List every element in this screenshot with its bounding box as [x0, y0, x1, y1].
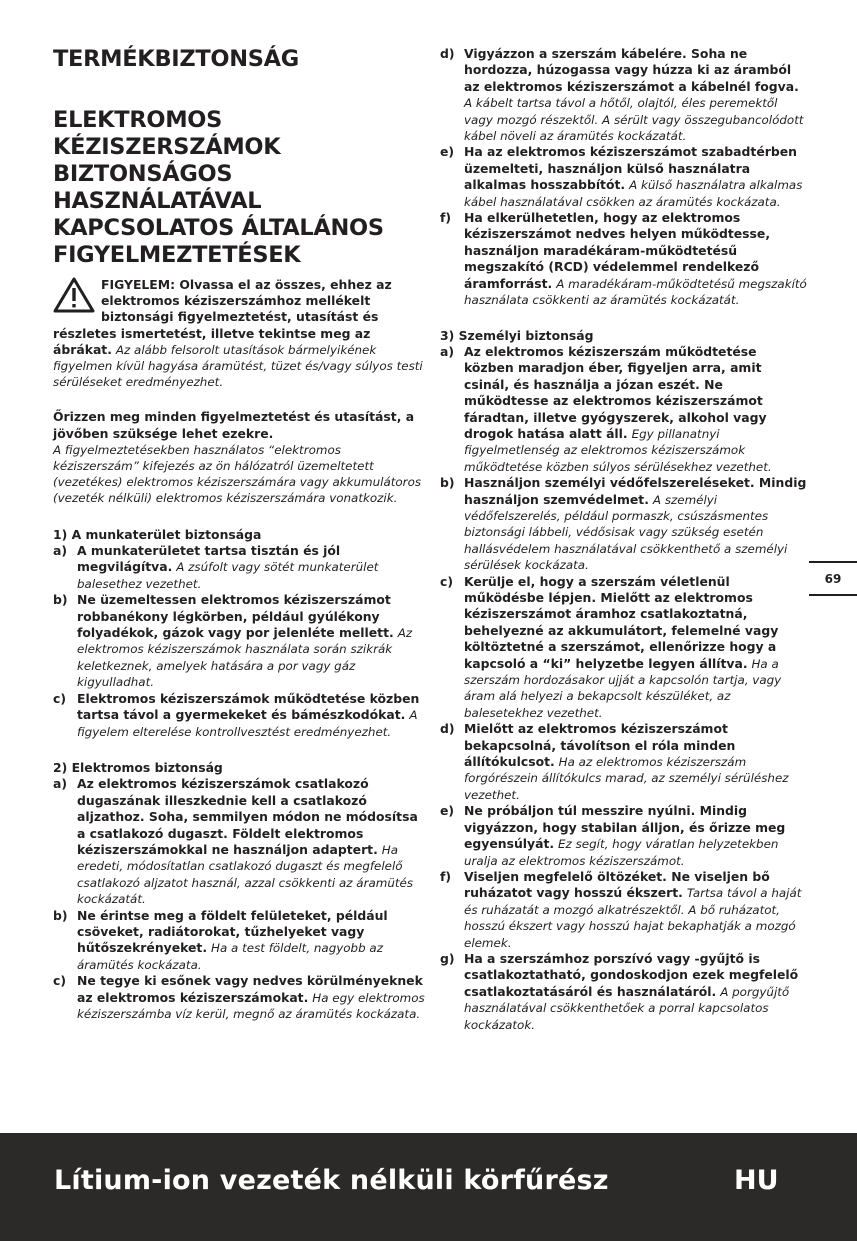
- item-label: g): [440, 950, 455, 966]
- item-label: a): [53, 776, 68, 792]
- item-bold-text: Ne próbáljon túl messzire nyúlni. Mindig vigyázzon, hogy stabilan álljon, és őrizze meg egyensúlyát.: [464, 803, 786, 852]
- footer-product-title: Lítium-ion vezeték nélküli körfűrész: [54, 1165, 609, 1196]
- footer-language-code: HU: [734, 1165, 779, 1196]
- list-item: [440, 721, 807, 803]
- item-label: c): [53, 690, 67, 706]
- keep-instructions-italic: A figyelmeztetésekben használatos “elektromos kéziszerszám” kifejezés az ön hálózatról üzemeltetett (vezetékes) elektromos kéziszerszámára vagy akkumulátoros (vezeték nélküli) elektromos kéziszerszámára vonatkozik.: [53, 442, 422, 506]
- list-item: [440, 210, 807, 308]
- item-italic-text: A figyelem elterelése kontrollvesztést eredményezhet.: [77, 708, 418, 739]
- list-item: [440, 144, 807, 210]
- section-heading: 1) A munkaterület biztonsága: [53, 526, 262, 542]
- keep-instructions: [53, 409, 426, 506]
- item-label: b): [53, 592, 68, 608]
- item-italic-text: A zsúfolt vagy sötét munkaterület balesethez vezethet.: [77, 560, 379, 591]
- item-italic-text: A maradékáram-működtetésű megszakító használata csökkenti az áramütés kockázatát.: [464, 276, 807, 308]
- item-label: c): [440, 573, 454, 589]
- list-item: [53, 592, 426, 690]
- list-item: [440, 46, 807, 144]
- list-item: [440, 869, 807, 951]
- item-italic-text: Ez segít, hogy váratlan helyzetekben uralja az elektromos kéziszerszámot.: [464, 837, 779, 868]
- item-italic-text: A személyi védőfelszerelés, például pormaszk, csúszásmentes biztonsági lábbeli, védősisak vagy szükség esetén hallásvédelem használatával csökkenthető a személyi sérülések kockázata.: [464, 492, 788, 573]
- item-bold-text: Az elektromos kéziszerszám működtetése közben maradjon éber, figyeljen arra, amit csinál, és használja a józan eszét. Ne működtesse az elektromos kéziszerszámot fáradtan, illetve gyógyszerek, alkohol vagy drogok hatása alatt áll.: [464, 343, 767, 441]
- list-item: [440, 574, 807, 722]
- item-italic-text: Tartsa távol a haját és ruházatát a mozgó alkatrészektől. A bő ruházatot, hosszú ékszert vagy hosszú hajat bekaphatják a mozgó elemek.: [464, 886, 802, 950]
- subtitle-line: FIGYELMEZTETÉSEK: [53, 242, 301, 268]
- list-item: [53, 691, 426, 740]
- item-bold-text: Elektromos kéziszerszámok működtetése közben tartsa távol a gyermekeket és bámészkodókat.: [77, 690, 420, 723]
- item-bold-text: Ne érintse meg a földelt felületeket, például csöveket, radiátorokat, tűzhelyeket vagy hűtőszekrényeket.: [77, 907, 388, 956]
- section-title: TERMÉKBIZTONSÁG: [53, 46, 299, 72]
- item-label: c): [53, 973, 67, 989]
- item-italic-text: Ha eredeti, módosítatlan csatlakozó dugaszt és megfelelő csatlakozó aljzatot használ, azzal csökkenti az áramütés kockázatát.: [77, 842, 414, 907]
- subtitle-line: KÉZISZERSZÁMOK: [53, 134, 281, 160]
- item-label: e): [440, 144, 455, 160]
- section-heading: 3) Személyi biztonság: [440, 327, 594, 343]
- item-italic-text: Ha a szerszám hordozásakor ujját a kapcsolón tartja, vagy áram alá helyezi a bekapcsolt készüléket, az balesetekhez vezethet.: [464, 656, 782, 720]
- keep-instructions-bold: Őrizzen meg minden figyelmeztetést és utasítást, a jövőben szüksége lehet ezekre.: [53, 409, 415, 441]
- item-bold-text: Mielőtt az elektromos kéziszerszámot bekapcsolná, távolítson el róla minden állítókulcsot.: [464, 721, 736, 770]
- section-subtitle: [53, 107, 426, 269]
- list-item: [53, 973, 426, 1022]
- item-italic-text: A porgyűjtő használatával csökkenthetőek a porral kapcsolatos kockázatok.: [464, 984, 790, 1032]
- item-bold-text: Ne üzemeltessen elektromos kéziszerszámot robbanékony légkörben, például gyúlékony folyadékok, gázok vagy por jelenléte mellett.: [77, 592, 394, 641]
- item-italic-text: Ha az elektromos kéziszerszám forgórészein állítókulcs marad, az személyi sérüléshez vezethet.: [464, 755, 789, 802]
- item-italic-text: Egy pillanatnyi figyelmetlenség az elektromos kéziszerszámok működtetése közben súlyos sérülésekhez vezethet.: [464, 426, 772, 474]
- item-italic-text: Ha a test földelt, nagyobb az áramütés kockázata.: [77, 941, 383, 972]
- list-item: [440, 951, 807, 1033]
- item-label: b): [440, 475, 455, 491]
- item-label: f): [440, 868, 452, 884]
- item-bold-text: Viseljen megfelelő öltözéket. Ne viseljen bő ruházatot vagy hosszú ékszert.: [464, 868, 770, 901]
- item-bold-text: A munkaterületet tartsa tisztán és jól megvilágítva.: [77, 543, 341, 575]
- item-italic-text: Ha egy elektromos kéziszerszámba víz kerül, megnő az áramütés kockázata.: [77, 990, 425, 1022]
- item-italic-text: A külső használatra alkalmas kábel használatával csökken az áramütés kockázata.: [464, 178, 803, 209]
- item-bold-text: Az elektromos kéziszerszámok csatlakozó dugaszának illeszkednie kell a csatlakozó aljzathoz. Soha, semmilyen módon ne módosítsa a csatlakozó dugaszt. Földelt elektromos kéziszerszámokkal ne használjon adaptert.: [77, 776, 418, 857]
- list-item: [440, 803, 807, 869]
- warning-italic-text: Az alább felsorolt utasítások bármelyikének figyelmen kívül hagyása áramütést, tüzet és/vagy súlyos testi sérüléseket eredményezhet.: [53, 342, 423, 390]
- item-label: e): [440, 803, 455, 819]
- list-item: [440, 344, 807, 475]
- section-heading: 2) Elektromos biztonság: [53, 759, 223, 775]
- warning-triangle-icon: [53, 277, 99, 317]
- item-bold-text: Kerülje el, hogy a szerszám véletlenül működésbe lépjen. Mielőtt az elektromos kéziszerszámot áramhoz csatlakoztatná, behelyezné az akkumulátort, felemelné vagy költöztetné a szerszámot, ellenőrizze hogy a kapcsoló a “ki” helyzetbe legyen állítva.: [464, 573, 779, 671]
- item-label: d): [440, 46, 455, 61]
- item-bold-text: Ha a szerszámhoz porszívó vagy -gyűjtő is csatlakoztatható, gondoskodjon ezek megfelelő csatlakoztatásáról és használatáról.: [464, 950, 799, 999]
- warning-bold-text: FIGYELEM: Olvassa el az összes, ehhez az elektromos kéziszerszámhoz mellékelt biztonsági figyelmeztetést, utasítást és részletes ismertetést, illetve tekintse meg az ábrákat.: [53, 277, 392, 357]
- item-italic-text: Az elektromos kéziszerszámok használata során szikrák keletkeznek, amelyek hatására a por vagy gáz kigyulladhat.: [77, 626, 413, 690]
- subtitle-line: ELEKTROMOS: [53, 107, 223, 133]
- item-bold-text: Ha az elektromos kéziszerszámot szabadtérben üzemelteti, használjon külső használatra alkalmas hosszabbítót.: [464, 144, 797, 193]
- item-bold-text: Ha elkerülhetetlen, hogy az elektromos kéziszerszámot nedves helyen működtesse, használjon maradékáram-működtetésű megszakító (RCD) védelemmel rendelkező áramforrást.: [464, 210, 771, 291]
- subtitle-line: KAPCSOLATOS ÁLTALÁNOS: [53, 215, 384, 241]
- list-item: [53, 543, 426, 592]
- list-item: [440, 475, 807, 573]
- subtitle-line: BIZTONSÁGOS: [53, 161, 233, 187]
- right-column: [440, 46, 807, 1033]
- footer-bar: [0, 1133, 857, 1241]
- page-number: 69: [809, 561, 857, 596]
- item-label: f): [440, 210, 452, 226]
- item-label: a): [440, 343, 455, 359]
- item-label: d): [440, 721, 455, 737]
- subtitle-line: HASZNÁLATÁVAL: [53, 188, 262, 214]
- list-item: [53, 776, 426, 907]
- item-bold-text: Vigyázzon a szerszám kábelére. Soha ne hordozza, húzogassa vagy húzza ki az áramból az elektromos kéziszerszámot a kábelnél fogva.: [464, 46, 799, 94]
- item-bold-text: Használjon személyi védőfelszereléseket. Mindig használjon szemvédelmet.: [464, 475, 807, 507]
- item-bold-text: Ne tegye ki esőnek vagy nedves körülményeknek az elektromos kéziszerszámokat.: [77, 973, 423, 1005]
- item-italic-text: A kábelt tartsa távol a hőtől, olajtól, éles peremektől vagy mozgó részektől. A sérült vagy összegubancolódott kábel növeli az áramütés kockázatát.: [464, 96, 804, 144]
- left-column: [53, 46, 426, 1022]
- item-label: a): [53, 543, 68, 559]
- list-item: [53, 908, 426, 974]
- item-label: b): [53, 907, 68, 923]
- warning-block: [53, 277, 426, 390]
